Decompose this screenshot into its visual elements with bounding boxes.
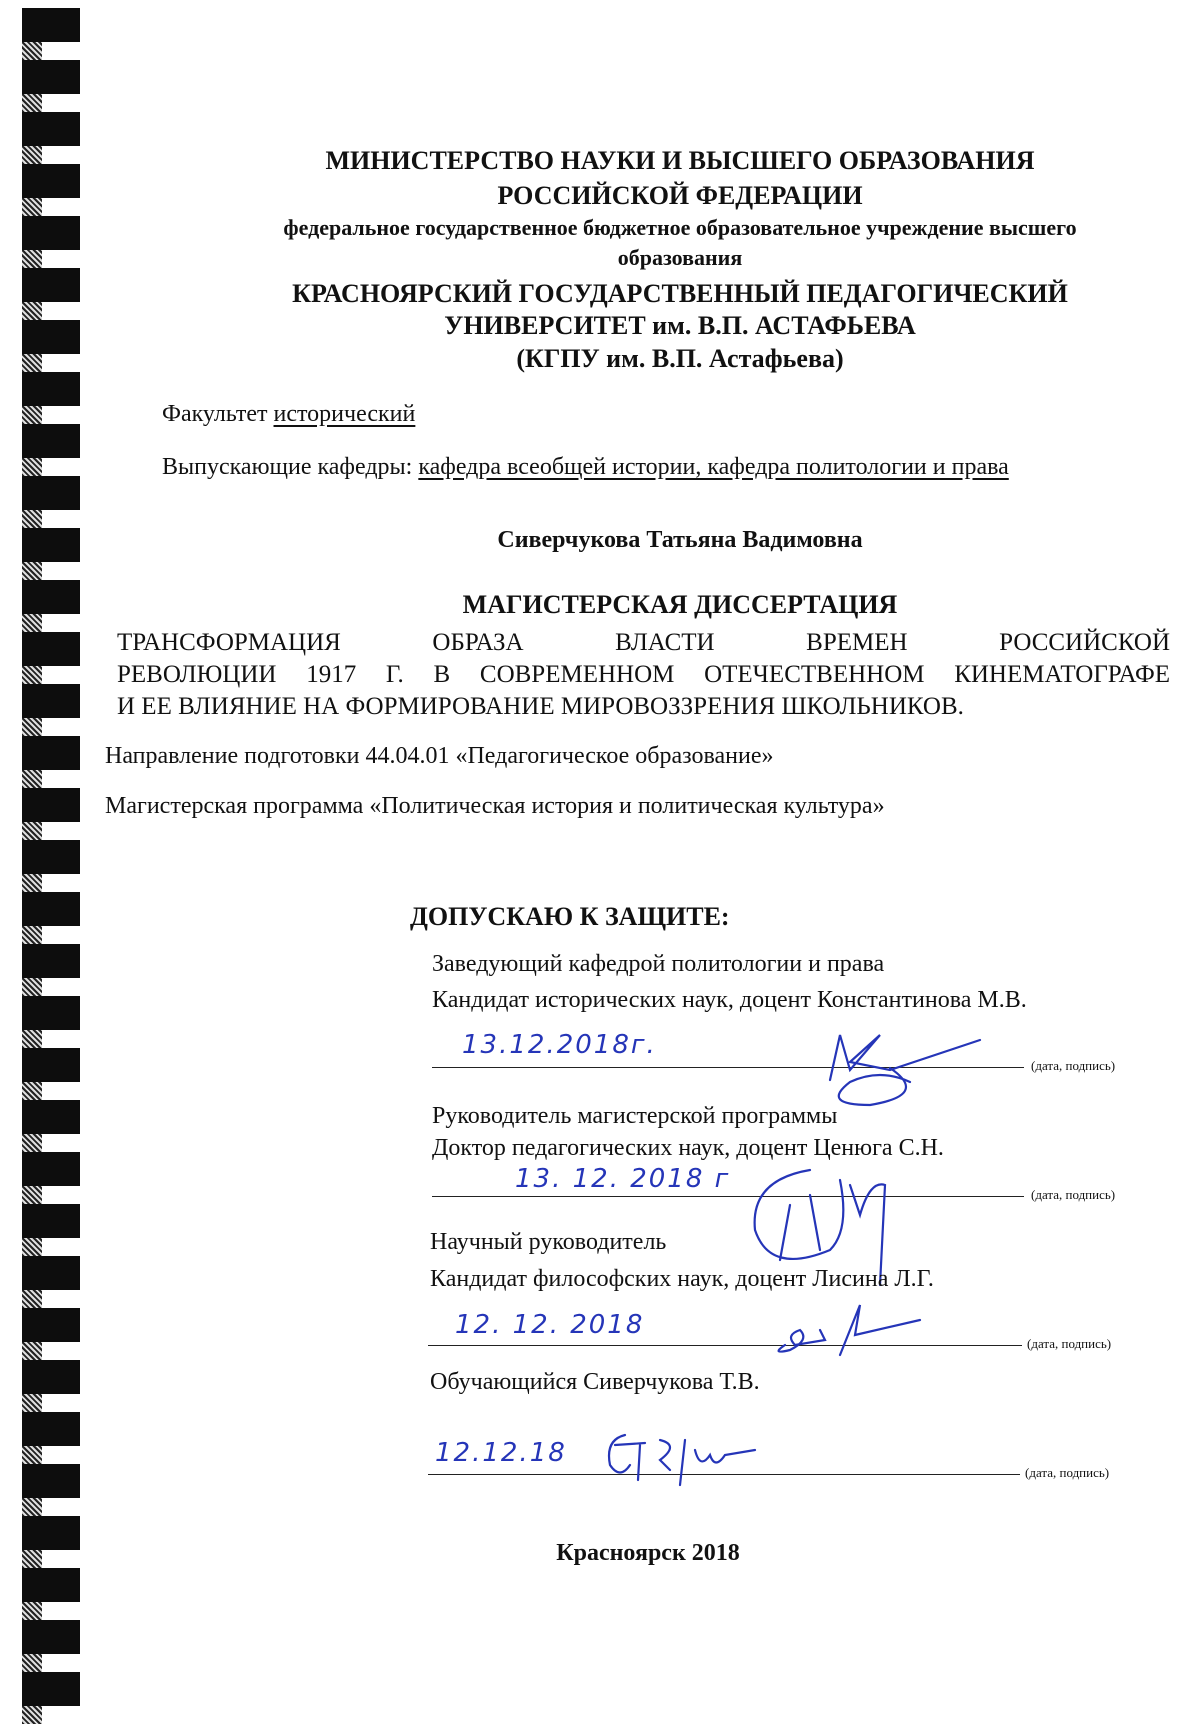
binding-ring xyxy=(22,840,80,874)
binding-ring xyxy=(22,1100,80,1134)
binding-coil xyxy=(22,1394,42,1412)
signer1-person: Кандидат исторических наук, доцент Константинова М.В. xyxy=(432,987,1027,1013)
binding-ring xyxy=(22,476,80,510)
binding-ring xyxy=(22,60,80,94)
thesis-title-line1: ТРАНСФОРМАЦИЯ ОБРАЗА ВЛАСТИ ВРЕМЕН РОССИЙСКОЙ xyxy=(117,629,1170,656)
binding-coil xyxy=(22,978,42,996)
binding-ring xyxy=(22,996,80,1030)
binding-ring xyxy=(22,1152,80,1186)
signature-line xyxy=(432,1196,1024,1197)
binding-coil xyxy=(22,562,42,580)
binding-ring xyxy=(22,1672,80,1706)
binding-coil xyxy=(22,458,42,476)
binding-ring xyxy=(22,1412,80,1446)
signer2-handwritten-date: 13. 12. 2018 г xyxy=(515,1164,731,1194)
university-line2: УНИВЕРСИТЕТ им. В.П. АСТАФЬЕВА xyxy=(444,311,916,340)
binding-coil xyxy=(22,926,42,944)
binding-ring xyxy=(22,892,80,926)
signer1-handwritten-date: 13.12.2018г. xyxy=(462,1030,657,1060)
binding-coil xyxy=(22,42,42,60)
binding-coil xyxy=(22,510,42,528)
signer2-person: Доктор педагогических наук, доцент Ценюга С.Н. xyxy=(432,1135,944,1161)
signer3-role: Научный руководитель xyxy=(430,1229,667,1255)
institution-type-line1: федеральное государственное бюджетное образовательное учреждение высшего xyxy=(283,215,1077,240)
binding-ring xyxy=(22,1204,80,1238)
faculty-line xyxy=(162,400,415,428)
binding-coil xyxy=(22,1498,42,1516)
binding-ring xyxy=(22,1360,80,1394)
ministry-line2: РОССИЙСКОЙ ФЕДЕРАЦИИ xyxy=(497,181,863,210)
binding-coil xyxy=(22,1602,42,1620)
binding-ring xyxy=(22,1308,80,1342)
signer3-person: Кандидат философских наук, доцент Лисина Л.Г. xyxy=(430,1266,934,1292)
university-line1: КРАСНОЯРСКИЙ ГОСУДАРСТВЕННЫЙ ПЕДАГОГИЧЕСКИЙ xyxy=(292,279,1068,308)
binding-ring xyxy=(22,1620,80,1654)
signature-1 xyxy=(810,1020,1070,1120)
binding-ring xyxy=(22,632,80,666)
departments-value: кафедра всеобщей истории, кафедра политологии и права xyxy=(418,454,1009,480)
student-handwritten-date: 12.12.18 xyxy=(435,1438,567,1468)
binding-ring xyxy=(22,788,80,822)
thesis-title-line2: РЕВОЛЮЦИИ 1917 Г. В СОВРЕМЕННОМ ОТЕЧЕСТВЕННОМ КИНЕМАТОГРАФЕ xyxy=(117,661,1170,688)
binding-coil xyxy=(22,1706,42,1724)
binding-coil xyxy=(22,1290,42,1308)
binding-coil xyxy=(22,770,42,788)
approval-heading: ДОПУСКАЮ К ЗАЩИТЕ: xyxy=(410,902,730,931)
work-type: МАГИСТЕРСКАЯ ДИССЕРТАЦИЯ xyxy=(462,590,898,619)
signature-student xyxy=(600,1425,760,1495)
binding-ring xyxy=(22,424,80,458)
binding-coil xyxy=(22,1134,42,1152)
binding-coil xyxy=(22,1082,42,1100)
binding-ring xyxy=(22,1464,80,1498)
departments-label: Выпускающие кафедры: xyxy=(162,454,413,480)
faculty-value: исторический xyxy=(273,401,416,427)
date-signature-hint: (дата, подпись) xyxy=(1025,1465,1110,1480)
binding-ring xyxy=(22,1048,80,1082)
binding-ring xyxy=(22,8,80,42)
binding-coil xyxy=(22,822,42,840)
binding-coil xyxy=(22,406,42,424)
binding-coil xyxy=(22,94,42,112)
ministry-line1: МИНИСТЕРСТВО НАУКИ И ВЫСШЕГО ОБРАЗОВАНИЯ xyxy=(325,146,1035,175)
signer3-handwritten-date: 12. 12. 2018 xyxy=(455,1310,645,1340)
binding-coil xyxy=(22,1446,42,1464)
binding-ring xyxy=(22,684,80,718)
author-name: Сиверчукова Татьяна Вадимовна xyxy=(497,527,863,553)
direction: Направление подготовки 44.04.01 «Педагогическое образование» xyxy=(105,743,774,769)
binding-coil xyxy=(22,718,42,736)
binding-ring xyxy=(22,1256,80,1290)
signer2-role: Руководитель магистерской программы xyxy=(432,1103,838,1129)
binding-coil xyxy=(22,1186,42,1204)
binding-coil xyxy=(22,1654,42,1672)
university-short: (КГПУ им. В.П. Астафьева) xyxy=(516,344,844,373)
signature-3 xyxy=(770,1300,940,1370)
binding-coil xyxy=(22,874,42,892)
date-signature-hint: (дата, подпись) xyxy=(1031,1058,1116,1073)
binding-ring xyxy=(22,372,80,406)
city-year: Красноярск 2018 xyxy=(556,1540,740,1566)
binding-coil xyxy=(22,1030,42,1048)
binding-ring xyxy=(22,736,80,770)
binding-coil xyxy=(22,1342,42,1360)
thesis-title-line3: И ЕЕ ВЛИЯНИЕ НА ФОРМИРОВАНИЕ МИРОВОЗЗРЕНИЯ ШКОЛЬНИКОВ. xyxy=(117,693,964,720)
binding-coil xyxy=(22,1238,42,1256)
departments-line xyxy=(162,453,1009,481)
signer1-role: Заведующий кафедрой политологии и права xyxy=(432,951,885,977)
binding-ring xyxy=(22,944,80,978)
date-signature-hint: (дата, подпись) xyxy=(1031,1187,1116,1202)
binding-coil xyxy=(22,666,42,684)
student-name: Обучающийся Сиверчукова Т.В. xyxy=(430,1369,760,1395)
binding-ring xyxy=(22,112,80,146)
binding-ring xyxy=(22,1568,80,1602)
program: Магистерская программа «Политическая история и политическая культура» xyxy=(105,793,885,819)
faculty-label: Факультет xyxy=(162,401,268,427)
institution-type-line2: образования xyxy=(617,245,743,270)
date-signature-hint: (дата, подпись) xyxy=(1027,1336,1112,1351)
